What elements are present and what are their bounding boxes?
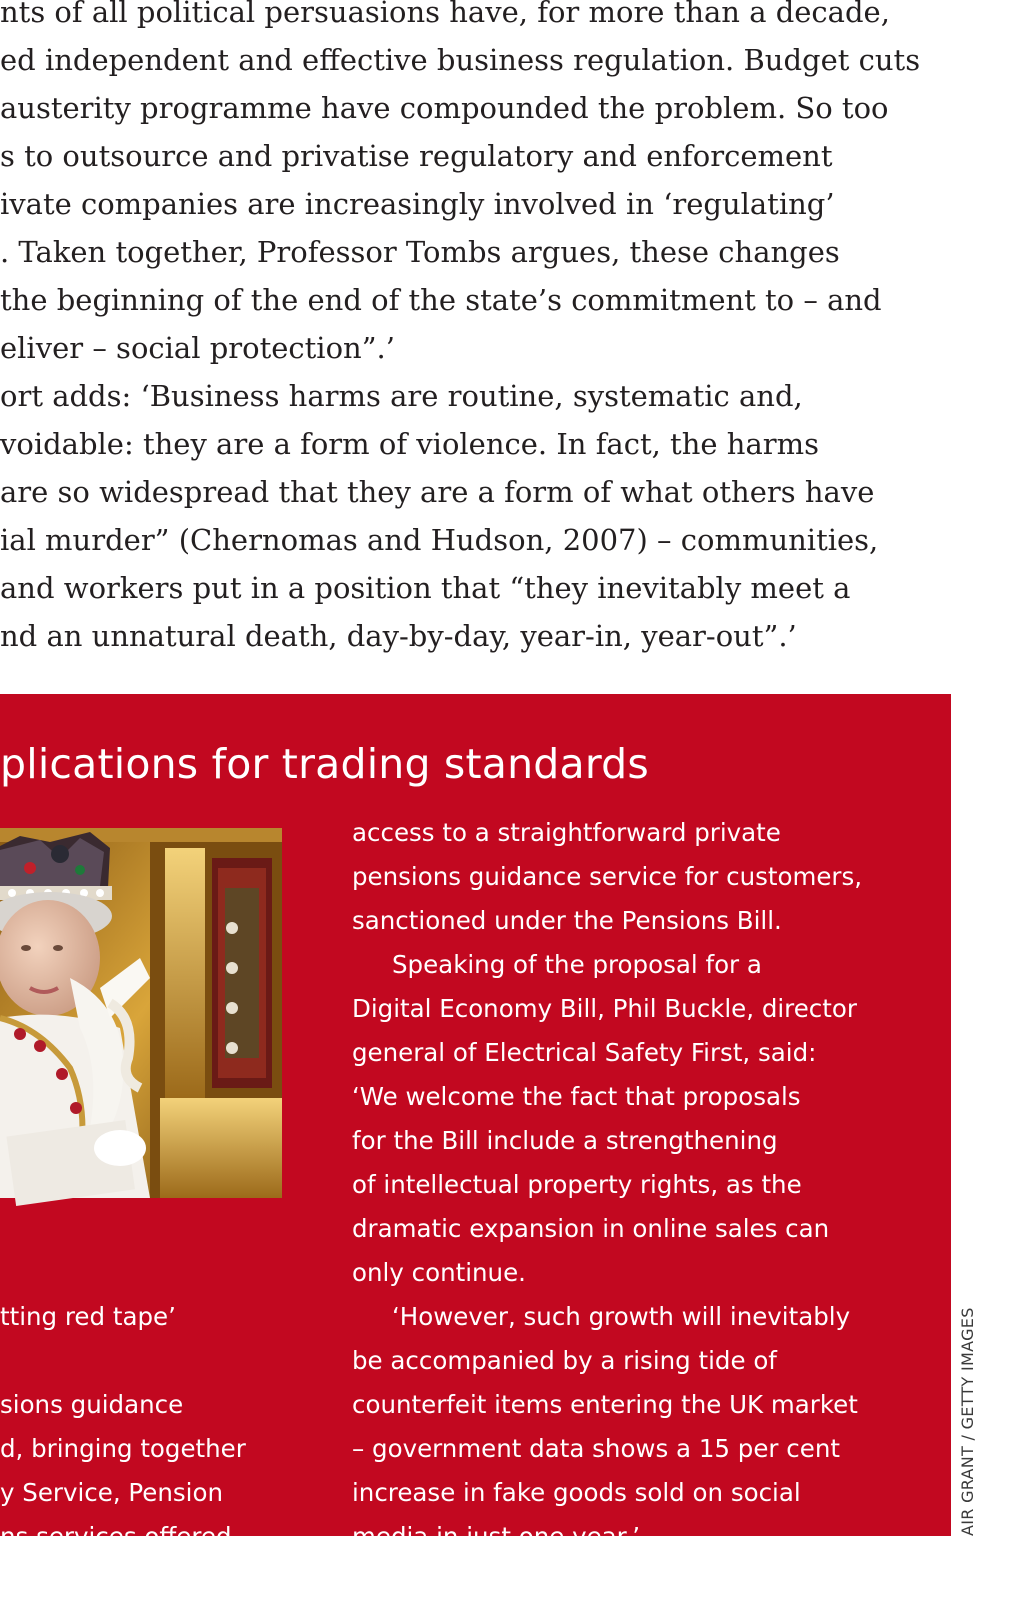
article-body: [0, 0, 960, 660]
right-column-line: ‘We welcome the fact that proposals: [352, 1082, 801, 1111]
right-column-line: ‘However, such growth will inevitably: [392, 1302, 851, 1331]
article-line: austerity programme have compounded the problem. So too: [0, 91, 889, 125]
article-line: the beginning of the end of the state’s commitment to – and: [0, 283, 882, 317]
left-column: [0, 1251, 300, 1603]
article-line: nd an unnatural death, day-by-day, year-in, year-out”.’: [0, 619, 797, 653]
left-column-line: [0, 1251, 300, 1295]
right-column-line: increase in fake goods sold on social: [352, 1478, 801, 1507]
article-line: ivate companies are increasingly involved in ‘regulating’: [0, 187, 835, 221]
left-column-line: y Service, Pension: [0, 1478, 224, 1507]
article-line: ial murder” (Chernomas and Hudson, 2007) – communities,: [0, 523, 879, 557]
article-line: . Taken together, Professor Tombs argues, these changes: [0, 235, 840, 269]
right-column-line: sanctioned under the Pensions Bill.: [352, 906, 782, 935]
article-line: eliver – social protection”.’: [0, 331, 395, 365]
sidebar-box: [0, 694, 951, 1595]
photo-credit: AIR GRANT / GETTY IMAGES: [958, 1307, 977, 1536]
left-column-line: d, bringing together: [0, 1434, 246, 1463]
left-column-line: sions guidance: [0, 1390, 184, 1419]
right-column-line: for the Bill include a strengthening: [352, 1126, 778, 1155]
right-column-line: Digital Economy Bill, Phil Buckle, director: [352, 994, 857, 1023]
queen-photo: [0, 828, 282, 1198]
article-line: voidable: they are a form of violence. In fact, the harms: [0, 427, 819, 461]
left-column-line: ns services offered: [0, 1522, 232, 1551]
right-column-line: Speaking of the proposal for a: [392, 950, 762, 979]
left-column-line: tting red tape’: [0, 1302, 176, 1331]
right-column-line: dramatic expansion in online sales can: [352, 1214, 830, 1243]
box-title: plications for trading standards: [0, 740, 649, 788]
right-column-line: pensions guidance service for customers,: [352, 862, 863, 891]
article-line: s to outsource and privatise regulatory and enforcement: [0, 139, 833, 173]
right-column-line: be accompanied by a rising tide of: [352, 1346, 777, 1375]
right-column-line: of intellectual property rights, as the: [352, 1170, 802, 1199]
right-column-line: access to a straightforward private: [352, 818, 781, 847]
right-column-line: counterfeit items entering the UK market: [352, 1390, 858, 1419]
article-line: and workers put in a position that “they inevitably meet a: [0, 571, 851, 605]
article-line: nts of all political persuasions have, for more than a decade,: [0, 0, 890, 29]
right-column: [352, 811, 942, 1559]
right-column-line: – government data shows a 15 per cent: [352, 1434, 840, 1463]
right-column-line: general of Electrical Safety First, said:: [352, 1038, 817, 1067]
article-line: ed independent and effective business regulation. Budget cuts: [0, 43, 921, 77]
left-column-line: [0, 1339, 300, 1383]
left-column-line: Service, giving: [0, 1566, 181, 1595]
article-line: ort adds: ‘Business harms are routine, systematic and,: [0, 379, 803, 413]
right-column-line: only continue.: [352, 1258, 526, 1287]
right-column-line: media in just one year.’: [352, 1522, 641, 1551]
article-line: are so widespread that they are a form of what others have: [0, 475, 875, 509]
